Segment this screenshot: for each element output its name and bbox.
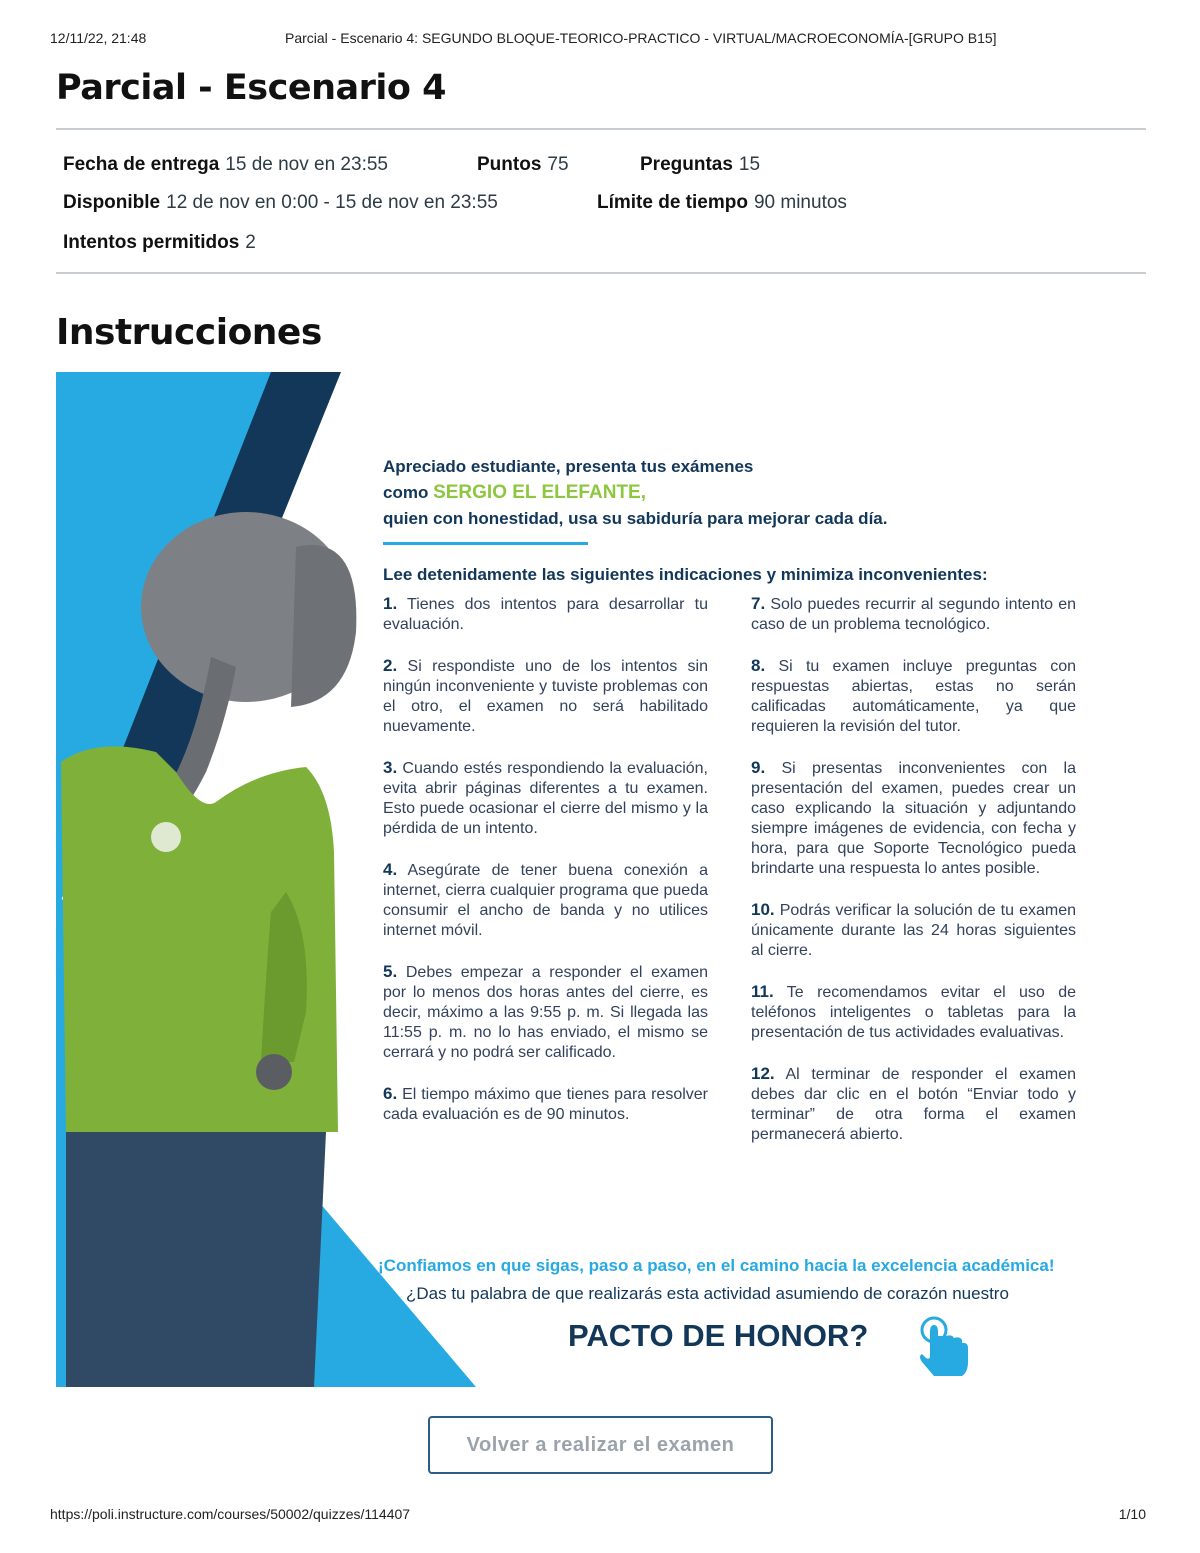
time-limit-value: 90 minutos <box>753 192 847 213</box>
meta-questions <box>640 154 760 176</box>
instructions-column-left <box>383 594 708 1146</box>
instruction-item: 1. Tienes dos intentos para desarrollar tu evaluación. <box>383 594 708 633</box>
attempts-label: Intentos permitidos <box>63 232 240 253</box>
instruction-item: 5. Debes empezar a responder el examen por lo menos dos horas antes del cierre, es decir, máximo a las 9:55 p. m. Si llegada las 11:55 p. m. no lo has enviado, el mismo se cerrará y no podrá ser calificado. <box>383 962 708 1061</box>
print-page-title: Parcial - Escenario 4: SEGUNDO BLOQUE-TEORICO-PRACTICO - VIRTUAL/MACROECONOMÍA-[GRUPO B15] <box>285 30 997 46</box>
meta-attempts <box>63 232 256 254</box>
instruction-item: 11. Te recomendamos evitar el uso de teléfonos inteligentes o tabletas para la presentación de tus actividades evaluativas. <box>751 982 1077 1041</box>
print-page-number: 1/10 <box>1118 1506 1146 1522</box>
questions-value: 15 <box>738 154 761 175</box>
available-value: 12 de nov en 0:00 - 15 de nov en 23:55 <box>166 192 498 213</box>
greeting-line-3: quien con honestidad, usa su sabiduría para mejorar cada día. <box>383 509 888 528</box>
divider-top <box>56 128 1146 130</box>
instruction-item: 10. Podrás verificar la solución de tu examen únicamente durante las 24 horas siguientes al cierre. <box>751 900 1076 959</box>
meta-points <box>477 154 569 176</box>
accent-rule <box>383 542 588 545</box>
time-limit-label: Límite de tiempo <box>597 192 748 213</box>
instruction-item: 3. Cuando estés respondiendo la evaluación, evita abrir páginas diferentes a tu examen. Esto puede ocasionar el cierre del mismo y la pérdida de un intento. <box>383 758 708 837</box>
instruction-item: 8. Si tu examen incluye preguntas con respuestas abiertas, estas no serán calificadas automáticamente, ya que requieren la revisión del tutor. <box>751 656 1076 735</box>
points-value: 75 <box>547 154 569 175</box>
divider-bottom <box>56 272 1146 274</box>
greeting <box>383 454 887 532</box>
hand-pointer-icon <box>918 1316 978 1382</box>
greeting-line-1: Apreciado estudiante, presenta tus exámenes <box>383 457 754 476</box>
print-url: https://poli.instructure.com/courses/50002/quizzes/114407 <box>50 1506 411 1522</box>
quiz-title: Parcial - Escenario 4 <box>56 68 446 108</box>
meta-time-limit <box>597 192 847 214</box>
available-label: Disponible <box>63 192 161 213</box>
instructions-lead: Lee detenidamente las siguientes indicaciones y minimiza inconvenientes: <box>383 565 988 584</box>
meta-due <box>63 154 388 176</box>
attempts-value: 2 <box>245 232 256 253</box>
points-label: Puntos <box>477 154 542 175</box>
instruction-item: 4. Asegúrate de tener buena conexión a internet, cierra cualquier programa que pueda consumir el ancho de banda y no utilices internet móvil. <box>383 860 708 939</box>
due-value: 15 de nov en 23:55 <box>225 154 388 175</box>
instruction-item: 6. El tiempo máximo que tienes para resolver cada evaluación es de 90 minutos. <box>383 1084 708 1123</box>
greeting-line-2 <box>383 480 887 506</box>
print-datetime: 12/11/22, 21:48 <box>50 30 147 46</box>
closing-line-1: ¡Confiamos en que sigas, paso a paso, en el camino hacia la excelencia académica! <box>378 1256 1055 1275</box>
honor-pact: PACTO DE HONOR? <box>568 1318 869 1353</box>
instruction-item: 9. Si presentas inconvenientes con la presentación del examen, puedes crear un caso explicando la situación y adjuntando siempre imágenes de evidencia, con fecha y hora, para que Soporte Tecnológico pueda brindarte una respuesta lo antes posible. <box>751 758 1076 877</box>
instructions-column-right <box>751 594 1076 1166</box>
retake-quiz-button[interactable]: Volver a realizar el examen <box>428 1416 773 1474</box>
instruction-item: 2. Si respondiste uno de los intentos sin ningún inconveniente y tuviste problemas con el otro, el examen no será habilitado nuevamente. <box>383 656 708 735</box>
instruction-item: 7. Solo puedes recurrir al segundo intento en caso de un problema tecnológico. <box>751 594 1076 633</box>
questions-label: Preguntas <box>640 154 733 175</box>
due-label: Fecha de entrega <box>63 154 220 175</box>
instructions-banner <box>56 372 1091 1387</box>
greeting-highlight: SERGIO EL ELEFANTE, <box>433 482 646 503</box>
closing-line-2: ¿Das tu palabra de que realizarás esta actividad asumiendo de corazón nuestro <box>406 1284 1009 1303</box>
meta-available <box>63 192 498 214</box>
instruction-item: 12. Al terminar de responder el examen debes dar clic en el botón “Enviar todo y terminar” de otra forma el examen permanecerá abierto. <box>751 1064 1077 1143</box>
instructions-heading: Instrucciones <box>56 312 322 353</box>
greeting-line-2-pre: como <box>383 483 429 502</box>
